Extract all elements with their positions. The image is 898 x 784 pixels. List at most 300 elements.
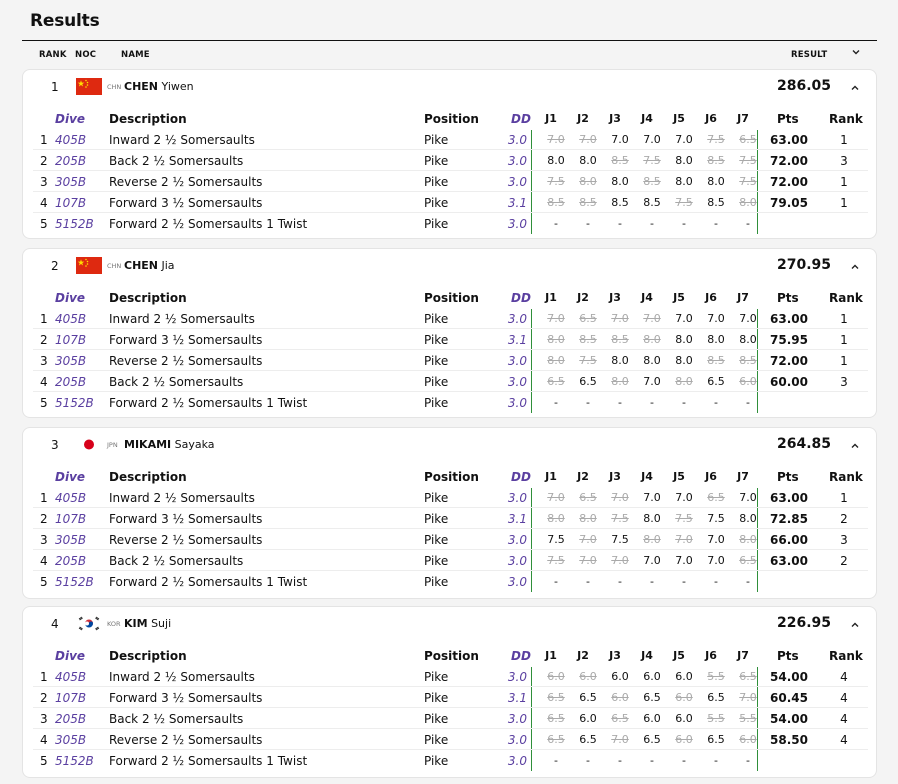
judge-score: -: [746, 575, 750, 588]
dive-dd: 3.0: [507, 575, 527, 589]
dive-code[interactable]: 205B: [55, 375, 87, 389]
dive-position: Pike: [424, 554, 449, 568]
dive-rank: 1: [840, 333, 848, 347]
dive-code[interactable]: 205B: [55, 712, 87, 726]
noc-code: CHN: [107, 83, 122, 91]
dive-position: Pike: [424, 491, 449, 505]
col-judge-5: J5: [673, 291, 685, 304]
dive-rank: 2: [840, 554, 848, 568]
dive-row[interactable]: [33, 213, 868, 234]
judge-score: -: [682, 754, 686, 767]
name-header[interactable]: NAME: [121, 50, 150, 60]
judge-score: 7.0: [675, 133, 693, 146]
judge-score: 6.5: [579, 733, 597, 746]
dive-points: 60.45: [770, 691, 808, 705]
judge-score: 6.0: [739, 733, 757, 746]
judge-score: 6.5: [707, 375, 725, 388]
judge-score: -: [586, 396, 590, 409]
col-description: Description: [109, 291, 187, 305]
judge-score: -: [586, 217, 590, 230]
judge-score: 8.0: [643, 512, 661, 525]
judge-score: -: [714, 754, 718, 767]
judge-score: 7.0: [707, 554, 725, 567]
dive-description: Forward 3 ½ Somersaults: [109, 512, 263, 526]
judge-score: 7.0: [643, 312, 661, 325]
judge-score: 7.0: [547, 491, 565, 504]
dive-number: 3: [40, 712, 48, 726]
judge-score: 8.0: [675, 333, 693, 346]
judge-score: 8.5: [707, 354, 725, 367]
col-judge-3: J3: [609, 291, 621, 304]
dive-points: 63.00: [770, 133, 808, 147]
dive-code[interactable]: 405B: [55, 491, 87, 505]
judge-score: 7.0: [707, 312, 725, 325]
col-judge-1: J1: [545, 649, 557, 662]
dive-number: 2: [40, 512, 48, 526]
dive-rank: 1: [840, 133, 848, 147]
judge-score: -: [746, 754, 750, 767]
dive-row[interactable]: [33, 666, 868, 687]
judge-score: 7.0: [675, 554, 693, 567]
dive-dd: 3.0: [507, 533, 527, 547]
china-flag: [76, 78, 102, 95]
dive-position: Pike: [424, 512, 449, 526]
dive-row[interactable]: [33, 708, 868, 729]
dive-row[interactable]: [33, 329, 868, 350]
judge-score: 8.0: [579, 154, 597, 167]
judge-score: 6.5: [707, 691, 725, 704]
col-judge-4: J4: [641, 291, 653, 304]
judge-score: 7.5: [739, 154, 757, 167]
dive-number: 2: [40, 333, 48, 347]
dive-row[interactable]: [33, 550, 868, 571]
dive-rank: 1: [840, 491, 848, 505]
judge-score: 7.0: [547, 312, 565, 325]
judge-score: 8.0: [675, 154, 693, 167]
judge-score: 7.0: [739, 691, 757, 704]
dive-number: 4: [40, 375, 48, 389]
judge-score: 6.0: [611, 691, 629, 704]
dive-number: 1: [40, 312, 48, 326]
dive-points: 54.00: [770, 670, 808, 684]
col-dd: DD: [511, 112, 531, 126]
athlete-rank: 4: [51, 617, 59, 631]
dive-code[interactable]: 305B: [55, 175, 87, 189]
dive-points: 72.00: [770, 354, 808, 368]
judge-score: 7.0: [611, 554, 629, 567]
dive-row[interactable]: [33, 371, 868, 392]
judge-score: 7.0: [611, 312, 629, 325]
judge-score: 8.0: [675, 175, 693, 188]
dive-dd: 3.0: [507, 312, 527, 326]
dive-dd: 3.1: [507, 512, 527, 526]
dive-position: Pike: [424, 217, 449, 231]
dive-points: 72.00: [770, 175, 808, 189]
athlete-card: [22, 427, 877, 599]
judge-score: -: [554, 575, 558, 588]
dive-points: 75.95: [770, 333, 808, 347]
dive-dd: 3.1: [507, 333, 527, 347]
total-score: 264.85: [776, 436, 831, 452]
noc-code: JPN: [107, 441, 118, 449]
judge-score: -: [650, 575, 654, 588]
col-dive: Dive: [55, 649, 86, 663]
dive-points: 72.85: [770, 512, 808, 526]
athlete-last-name: KIM: [124, 617, 148, 630]
dive-dd: 3.0: [507, 491, 527, 505]
judge-score: 7.0: [579, 133, 597, 146]
athlete-name[interactable]: [124, 259, 175, 272]
dive-row[interactable]: [33, 750, 868, 771]
dive-dd: 3.0: [507, 712, 527, 726]
judge-score: -: [650, 754, 654, 767]
japan-flag: [76, 436, 102, 453]
dive-description: Back 2 ½ Somersaults: [109, 554, 244, 568]
judge-score: 6.5: [547, 375, 565, 388]
athlete-first-name: Jia: [161, 259, 175, 272]
dive-row[interactable]: [33, 571, 868, 592]
judge-score: 7.0: [675, 491, 693, 504]
dive-dd: 3.0: [507, 554, 527, 568]
dive-points: 63.00: [770, 554, 808, 568]
result-header[interactable]: RESULT: [791, 50, 828, 60]
dive-rank: 1: [840, 354, 848, 368]
judge-score: 6.5: [707, 733, 725, 746]
results-header: [22, 40, 877, 68]
judge-score: 7.5: [675, 512, 693, 525]
judge-score: 8.0: [739, 512, 757, 525]
chevron-up-icon[interactable]: [849, 440, 861, 452]
athlete-first-name: Suji: [151, 617, 172, 630]
dive-position: Pike: [424, 670, 449, 684]
dive-description: Reverse 2 ½ Somersaults: [109, 354, 263, 368]
judge-score: 6.5: [547, 691, 565, 704]
dive-code[interactable]: 5152B: [55, 754, 94, 768]
judge-score: 7.0: [643, 375, 661, 388]
dive-rank: 2: [840, 512, 848, 526]
judge-score: 7.5: [547, 554, 565, 567]
dive-dd: 3.0: [507, 396, 527, 410]
dive-dd: 3.0: [507, 154, 527, 168]
dive-rank: 3: [840, 154, 848, 168]
col-judge-6: J6: [705, 291, 717, 304]
dive-code[interactable]: 107B: [55, 196, 87, 210]
dive-code[interactable]: 405B: [55, 312, 87, 326]
judge-score: -: [682, 217, 686, 230]
judge-score: 7.5: [707, 512, 725, 525]
judge-score: 8.0: [579, 175, 597, 188]
judge-score: 6.5: [739, 670, 757, 683]
dive-number: 1: [40, 670, 48, 684]
dive-number: 3: [40, 354, 48, 368]
athlete-card: [22, 69, 877, 239]
chevron-up-icon[interactable]: [849, 261, 861, 273]
col-judge-1: J1: [545, 291, 557, 304]
dive-points: 72.00: [770, 154, 808, 168]
col-dive: Dive: [55, 112, 86, 126]
judge-score: 5.5: [707, 670, 725, 683]
col-dive: Dive: [55, 470, 86, 484]
judge-score: 7.5: [707, 133, 725, 146]
chevron-down-icon[interactable]: [850, 46, 862, 58]
dive-number: 5: [40, 754, 48, 768]
col-judge-7: J7: [737, 112, 749, 125]
dive-code[interactable]: 107B: [55, 691, 87, 705]
athlete-last-name: CHEN: [124, 80, 158, 93]
dive-position: Pike: [424, 754, 449, 768]
dive-position: Pike: [424, 396, 449, 410]
dive-number: 3: [40, 533, 48, 547]
dive-row[interactable]: [33, 129, 868, 150]
judge-score: 7.0: [611, 133, 629, 146]
dive-row[interactable]: [33, 150, 868, 171]
judge-score: 6.5: [579, 491, 597, 504]
judge-score: 8.5: [707, 154, 725, 167]
chevron-up-icon[interactable]: [849, 82, 861, 94]
dive-number: 3: [40, 175, 48, 189]
judge-score: 6.5: [611, 712, 629, 725]
dive-dd: 3.0: [507, 217, 527, 231]
dive-rank: 3: [840, 375, 848, 389]
athlete-name[interactable]: [124, 80, 194, 93]
dive-description: Forward 2 ½ Somersaults 1 Twist: [109, 396, 308, 410]
dive-dd: 3.0: [507, 754, 527, 768]
dive-row[interactable]: [33, 729, 868, 750]
judge-score: -: [714, 396, 718, 409]
noc-code: KOR: [107, 620, 121, 628]
judge-score: 8.0: [547, 333, 565, 346]
col-judge-4: J4: [641, 112, 653, 125]
col-position: Position: [424, 291, 479, 305]
dive-row[interactable]: [33, 350, 868, 371]
judge-score: 7.0: [739, 312, 757, 325]
dive-code[interactable]: 5152B: [55, 217, 94, 231]
dive-row[interactable]: [33, 529, 868, 550]
dive-row[interactable]: [33, 687, 868, 708]
judge-score: 7.0: [739, 491, 757, 504]
total-score: 226.95: [776, 615, 831, 631]
dive-position: Pike: [424, 712, 449, 726]
judge-score: -: [650, 396, 654, 409]
rank-header[interactable]: RANK: [39, 50, 67, 60]
judge-score: 7.0: [675, 312, 693, 325]
col-rank: Rank: [829, 291, 863, 305]
dive-position: Pike: [424, 333, 449, 347]
col-judge-6: J6: [705, 470, 717, 483]
judge-score: 5.5: [739, 712, 757, 725]
dive-description: Forward 3 ½ Somersaults: [109, 333, 263, 347]
dive-number: 1: [40, 491, 48, 505]
judge-score: 7.0: [579, 554, 597, 567]
dive-row[interactable]: [33, 192, 868, 213]
dive-dd: 3.0: [507, 133, 527, 147]
judge-score: 6.0: [579, 670, 597, 683]
judge-score: 8.5: [611, 196, 629, 209]
judge-score: 8.5: [547, 196, 565, 209]
col-judge-5: J5: [673, 649, 685, 662]
col-pts: Pts: [777, 291, 799, 305]
judge-score: 7.5: [675, 196, 693, 209]
dive-description: Back 2 ½ Somersaults: [109, 375, 244, 389]
col-judge-4: J4: [641, 649, 653, 662]
dive-position: Pike: [424, 375, 449, 389]
judge-score: -: [618, 217, 622, 230]
dive-points: 63.00: [770, 491, 808, 505]
dive-rank: 4: [840, 670, 848, 684]
dive-number: 4: [40, 554, 48, 568]
dive-number: 2: [40, 691, 48, 705]
dive-code[interactable]: 405B: [55, 133, 87, 147]
dive-rank: 4: [840, 691, 848, 705]
judge-score: 8.0: [739, 533, 757, 546]
col-judge-3: J3: [609, 112, 621, 125]
dive-dd: 3.0: [507, 670, 527, 684]
judge-score: 6.5: [707, 491, 725, 504]
athlete-rank: 1: [51, 80, 59, 94]
col-judge-7: J7: [737, 470, 749, 483]
dive-code[interactable]: 205B: [55, 554, 87, 568]
dive-dd: 3.0: [507, 354, 527, 368]
judge-score: 8.5: [579, 196, 597, 209]
dive-description: Reverse 2 ½ Somersaults: [109, 533, 263, 547]
dive-code[interactable]: 5152B: [55, 575, 94, 589]
judge-score: 8.0: [547, 512, 565, 525]
dive-description: Inward 2 ½ Somersaults: [109, 491, 255, 505]
judge-score: -: [618, 754, 622, 767]
col-position: Position: [424, 112, 479, 126]
judge-score: 7.0: [643, 133, 661, 146]
dive-description: Forward 3 ½ Somersaults: [109, 691, 263, 705]
col-judge-7: J7: [737, 649, 749, 662]
col-rank: Rank: [829, 112, 863, 126]
judge-score: -: [714, 217, 718, 230]
col-judge-6: J6: [705, 649, 717, 662]
dive-position: Pike: [424, 575, 449, 589]
dive-position: Pike: [424, 133, 449, 147]
judge-score: 6.5: [739, 133, 757, 146]
dive-rank: 3: [840, 533, 848, 547]
judge-score: -: [650, 217, 654, 230]
dive-code[interactable]: 405B: [55, 670, 87, 684]
judge-score: -: [682, 575, 686, 588]
col-pts: Pts: [777, 112, 799, 126]
noc-header[interactable]: NOC: [75, 50, 97, 60]
judge-score: 8.0: [547, 154, 565, 167]
judge-score: 7.5: [611, 512, 629, 525]
dive-number: 5: [40, 575, 48, 589]
judge-score: 6.5: [739, 554, 757, 567]
dive-code[interactable]: 107B: [55, 512, 87, 526]
dive-points: 66.00: [770, 533, 808, 547]
judge-score: 8.0: [707, 175, 725, 188]
dive-code[interactable]: 305B: [55, 733, 87, 747]
athlete-card: [22, 606, 877, 778]
dive-description: Back 2 ½ Somersaults: [109, 712, 244, 726]
judge-score: -: [586, 754, 590, 767]
noc-code: CHN: [107, 262, 122, 270]
col-judge-3: J3: [609, 470, 621, 483]
dive-description: Inward 2 ½ Somersaults: [109, 670, 255, 684]
dive-number: 4: [40, 733, 48, 747]
dive-rank: 1: [840, 196, 848, 210]
col-judge-4: J4: [641, 470, 653, 483]
judge-score: -: [714, 575, 718, 588]
total-score: 270.95: [776, 257, 831, 273]
athlete-rank: 2: [51, 259, 59, 273]
judge-score: 8.0: [579, 512, 597, 525]
dive-description: Inward 2 ½ Somersaults: [109, 312, 255, 326]
dive-points: 79.05: [770, 196, 808, 210]
dive-dd: 3.1: [507, 691, 527, 705]
dive-points: 54.00: [770, 712, 808, 726]
col-pts: Pts: [777, 649, 799, 663]
dive-points: 58.50: [770, 733, 808, 747]
dive-code[interactable]: 107B: [55, 333, 87, 347]
athlete-name[interactable]: [124, 617, 171, 630]
dive-description: Back 2 ½ Somersaults: [109, 154, 244, 168]
judge-score: 8.0: [707, 333, 725, 346]
dive-row[interactable]: [33, 487, 868, 508]
judge-score: 6.0: [547, 670, 565, 683]
chevron-up-icon[interactable]: [849, 619, 861, 631]
col-judge-2: J2: [577, 649, 589, 662]
dive-rank: 4: [840, 712, 848, 726]
korea-flag: [76, 615, 102, 632]
dive-row[interactable]: [33, 171, 868, 192]
dive-points: 60.00: [770, 375, 808, 389]
dive-row[interactable]: [33, 392, 868, 413]
dive-position: Pike: [424, 175, 449, 189]
judge-score: 7.5: [643, 154, 661, 167]
judge-score: 8.0: [739, 333, 757, 346]
dive-code[interactable]: 305B: [55, 533, 87, 547]
judge-score: 7.5: [611, 533, 629, 546]
athlete-name[interactable]: [124, 438, 215, 451]
judge-score: 6.5: [547, 733, 565, 746]
judge-score: -: [554, 396, 558, 409]
col-dd: DD: [511, 470, 531, 484]
judge-score: 8.0: [675, 375, 693, 388]
dive-code[interactable]: 5152B: [55, 396, 94, 410]
dive-description: Reverse 2 ½ Somersaults: [109, 733, 263, 747]
dive-dd: 3.1: [507, 196, 527, 210]
judge-score: 6.0: [643, 670, 661, 683]
dive-row[interactable]: [33, 308, 868, 329]
judge-score: 6.0: [675, 691, 693, 704]
dive-points: 63.00: [770, 312, 808, 326]
dive-description: Reverse 2 ½ Somersaults: [109, 175, 263, 189]
judge-score: 7.5: [547, 533, 565, 546]
col-judge-5: J5: [673, 470, 685, 483]
judge-score: 6.0: [675, 733, 693, 746]
judge-score: 8.0: [611, 175, 629, 188]
judge-score: 7.0: [547, 133, 565, 146]
dive-code[interactable]: 305B: [55, 354, 87, 368]
judge-score: 8.5: [611, 154, 629, 167]
col-dd: DD: [511, 291, 531, 305]
judge-score: 8.5: [643, 196, 661, 209]
dive-position: Pike: [424, 354, 449, 368]
judge-score: 6.0: [675, 670, 693, 683]
dive-dd: 3.0: [507, 733, 527, 747]
dive-row[interactable]: [33, 508, 868, 529]
judge-score: 7.0: [643, 491, 661, 504]
dive-code[interactable]: 205B: [55, 154, 87, 168]
judge-score: 8.0: [547, 354, 565, 367]
judge-score: 8.5: [579, 333, 597, 346]
dive-description: Forward 3 ½ Somersaults: [109, 196, 263, 210]
judge-score: 6.5: [643, 733, 661, 746]
